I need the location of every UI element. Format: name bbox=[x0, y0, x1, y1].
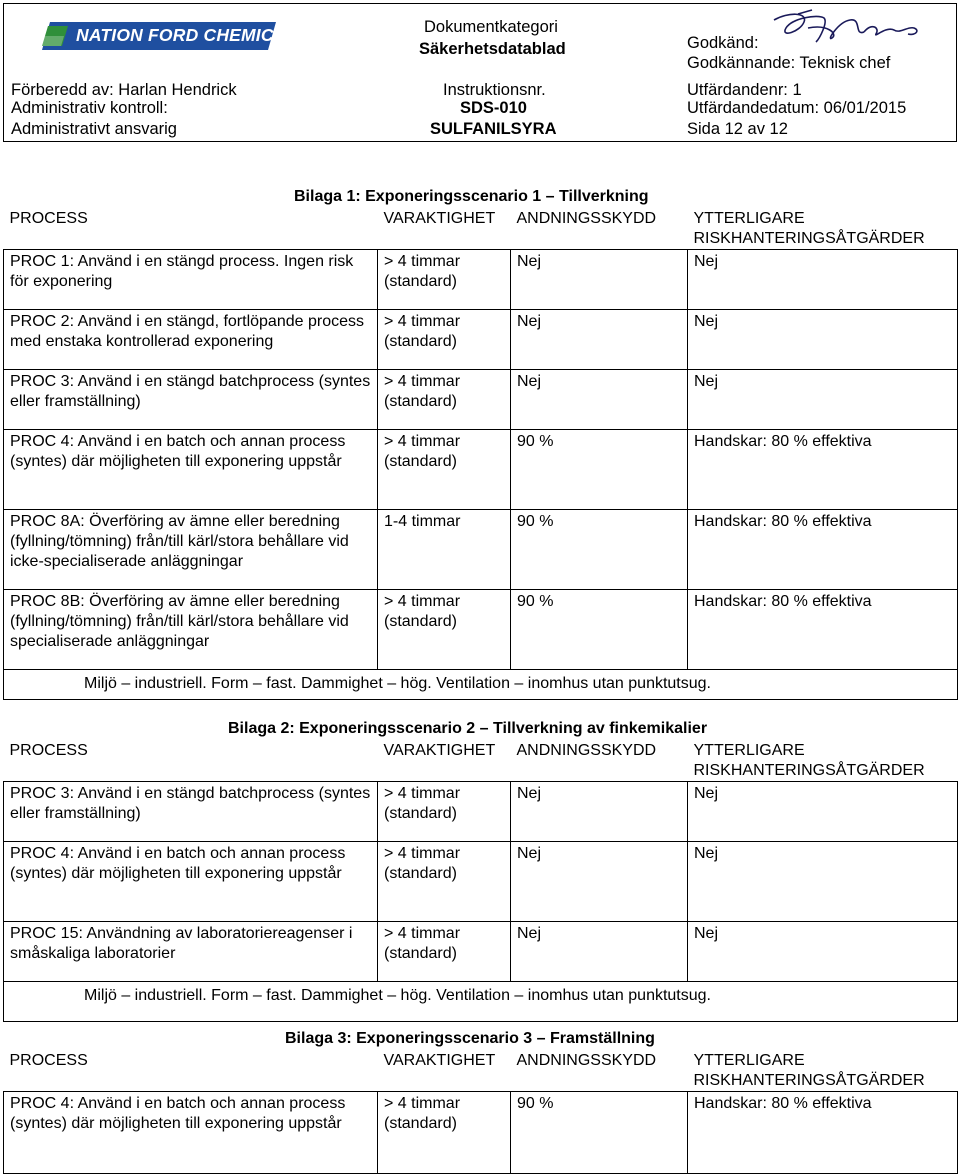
duration-cell: > 4 timmar (standard) bbox=[378, 782, 511, 842]
issue-date: Utfärdandedatum: 06/01/2015 bbox=[687, 99, 907, 117]
respiratory-cell: Nej bbox=[511, 310, 688, 370]
table-row bbox=[4, 842, 958, 922]
environment-note: Miljö – industriell. Form – fast. Dammighet – hög. Ventilation – inomhus utan punktutsug. bbox=[4, 982, 958, 1022]
process-cell: PROC 3: Använd i en stängd batchprocess (syntes eller framställning) bbox=[4, 782, 378, 842]
col-header-process: PROCESS bbox=[9, 1052, 88, 1069]
table-row bbox=[4, 590, 958, 670]
col-header-process: PROCESS bbox=[9, 210, 88, 227]
additional-cell: Handskar: 80 % effektiva bbox=[688, 510, 958, 590]
approved-label: Godkänd: bbox=[687, 34, 759, 52]
respiratory-cell: 90 % bbox=[511, 430, 688, 510]
environment-row bbox=[4, 670, 958, 700]
process-cell: PROC 4: Använd i en batch och annan process (syntes) där möjligheten till exponering uppstår bbox=[4, 1092, 378, 1174]
approver: Godkännande: Teknisk chef bbox=[687, 54, 891, 72]
respiratory-cell: Nej bbox=[511, 370, 688, 430]
process-cell: PROC 4: Använd i en batch och annan process (syntes) där möjligheten till exponering uppstår bbox=[4, 842, 378, 922]
process-cell: PROC 4: Använd i en batch och annan process (syntes) där möjligheten till exponering uppstår bbox=[4, 430, 378, 510]
table-row bbox=[4, 430, 958, 510]
exposure-table-2 bbox=[3, 740, 958, 1022]
additional-cell: Nej bbox=[688, 782, 958, 842]
col-header-respiratory: ANDNINGSSKYDD bbox=[516, 210, 657, 227]
table-row bbox=[4, 370, 958, 430]
product-name: SULFANILSYRA bbox=[430, 120, 557, 138]
additional-cell: Nej bbox=[688, 250, 958, 310]
process-cell: PROC 15: Användning av laboratoriereagenser i småskaliga laboratorier bbox=[4, 922, 378, 982]
instruction-label: Instruktionsnr. bbox=[443, 81, 546, 99]
duration-cell: > 4 timmar (standard) bbox=[378, 250, 511, 310]
section-2-title: Bilaga 2: Exponeringsscenario 2 – Tillverkning av finkemikalier bbox=[228, 720, 708, 737]
col-header-duration: VARAKTIGHET bbox=[383, 1052, 496, 1069]
table-row bbox=[4, 310, 958, 370]
company-name: NATION FORD CHEMICAL bbox=[76, 25, 298, 45]
respiratory-cell: 90 % bbox=[511, 1092, 688, 1174]
table-row bbox=[4, 250, 958, 310]
section-3-title: Bilaga 3: Exponeringsscenario 3 – Framställning bbox=[285, 1030, 655, 1047]
col-header-process: PROCESS bbox=[9, 742, 88, 759]
additional-cell: Handskar: 80 % effektiva bbox=[688, 590, 958, 670]
duration-cell: > 4 timmar (standard) bbox=[378, 922, 511, 982]
duration-cell: > 4 timmar (standard) bbox=[378, 370, 511, 430]
process-cell: PROC 3: Använd i en stängd batchprocess (syntes eller framställning) bbox=[4, 370, 378, 430]
signature bbox=[768, 8, 928, 48]
col-header-duration: VARAKTIGHET bbox=[383, 742, 496, 759]
additional-cell: Handskar: 80 % effektiva bbox=[688, 430, 958, 510]
prepared-by: Förberedd av: Harlan Hendrick bbox=[11, 81, 237, 99]
duration-cell: > 4 timmar (standard) bbox=[378, 590, 511, 670]
admin-control: Administrativ kontroll: bbox=[11, 99, 168, 117]
doc-category-label: Dokumentkategori bbox=[424, 18, 558, 36]
respiratory-cell: Nej bbox=[511, 922, 688, 982]
issue-number: Utfärdandenr: 1 bbox=[687, 81, 802, 99]
col-header-respiratory: ANDNINGSSKYDD bbox=[516, 1052, 657, 1069]
exposure-table-3 bbox=[3, 1050, 958, 1174]
section-1-title: Bilaga 1: Exponeringsscenario 1 – Tillverkning bbox=[294, 188, 649, 205]
environment-row bbox=[4, 982, 958, 1022]
process-cell: PROC 2: Använd i en stängd, fortlöpande process med enstaka kontrollerad exponering bbox=[4, 310, 378, 370]
process-cell: PROC 8A: Överföring av ämne eller beredning (fyllning/tömning) från/till kärl/stora behållare vid icke-specialiserade anläggningar bbox=[4, 510, 378, 590]
col-header-additional: YTTERLIGARE RISKHANTERINGSÅTGÄRDER bbox=[693, 742, 925, 779]
table-row bbox=[4, 1092, 958, 1174]
duration-cell: 1-4 timmar bbox=[378, 510, 511, 590]
company-logo bbox=[42, 22, 298, 50]
environment-note: Miljö – industriell. Form – fast. Dammighet – hög. Ventilation – inomhus utan punktutsug. bbox=[4, 670, 958, 700]
table-header-row bbox=[4, 208, 958, 250]
duration-cell: > 4 timmar (standard) bbox=[378, 430, 511, 510]
duration-cell: > 4 timmar (standard) bbox=[378, 842, 511, 922]
table-row bbox=[4, 922, 958, 982]
process-cell: PROC 8B: Överföring av ämne eller beredning (fyllning/tömning) från/till kärl/stora behållare vid specialiserade anläggningar bbox=[4, 590, 378, 670]
process-cell: PROC 1: Använd i en stängd process. Ingen risk för exponering bbox=[4, 250, 378, 310]
table-header-row bbox=[4, 740, 958, 782]
table-header-row bbox=[4, 1050, 958, 1092]
table-row bbox=[4, 510, 958, 590]
col-header-additional: YTTERLIGARE RISKHANTERINGSÅTGÄRDER bbox=[693, 210, 925, 247]
col-header-additional: YTTERLIGARE RISKHANTERINGSÅTGÄRDER bbox=[693, 1052, 925, 1089]
additional-cell: Nej bbox=[688, 310, 958, 370]
duration-cell: > 4 timmar (standard) bbox=[378, 1092, 511, 1174]
additional-cell: Nej bbox=[688, 842, 958, 922]
respiratory-cell: 90 % bbox=[511, 590, 688, 670]
col-header-duration: VARAKTIGHET bbox=[383, 210, 496, 227]
exposure-table-1 bbox=[3, 208, 958, 700]
page-number: Sida 12 av 12 bbox=[687, 120, 788, 138]
additional-cell: Nej bbox=[688, 922, 958, 982]
respiratory-cell: Nej bbox=[511, 782, 688, 842]
admin-responsible: Administrativt ansvarig bbox=[11, 120, 177, 138]
additional-cell: Handskar: 80 % effektiva bbox=[688, 1092, 958, 1174]
additional-cell: Nej bbox=[688, 370, 958, 430]
respiratory-cell: Nej bbox=[511, 842, 688, 922]
instruction-number: SDS-010 bbox=[460, 99, 527, 117]
doc-category: Säkerhetsdatablad bbox=[419, 40, 566, 58]
table-row bbox=[4, 782, 958, 842]
respiratory-cell: 90 % bbox=[511, 510, 688, 590]
duration-cell: > 4 timmar (standard) bbox=[378, 310, 511, 370]
col-header-respiratory: ANDNINGSSKYDD bbox=[516, 742, 657, 759]
respiratory-cell: Nej bbox=[511, 250, 688, 310]
